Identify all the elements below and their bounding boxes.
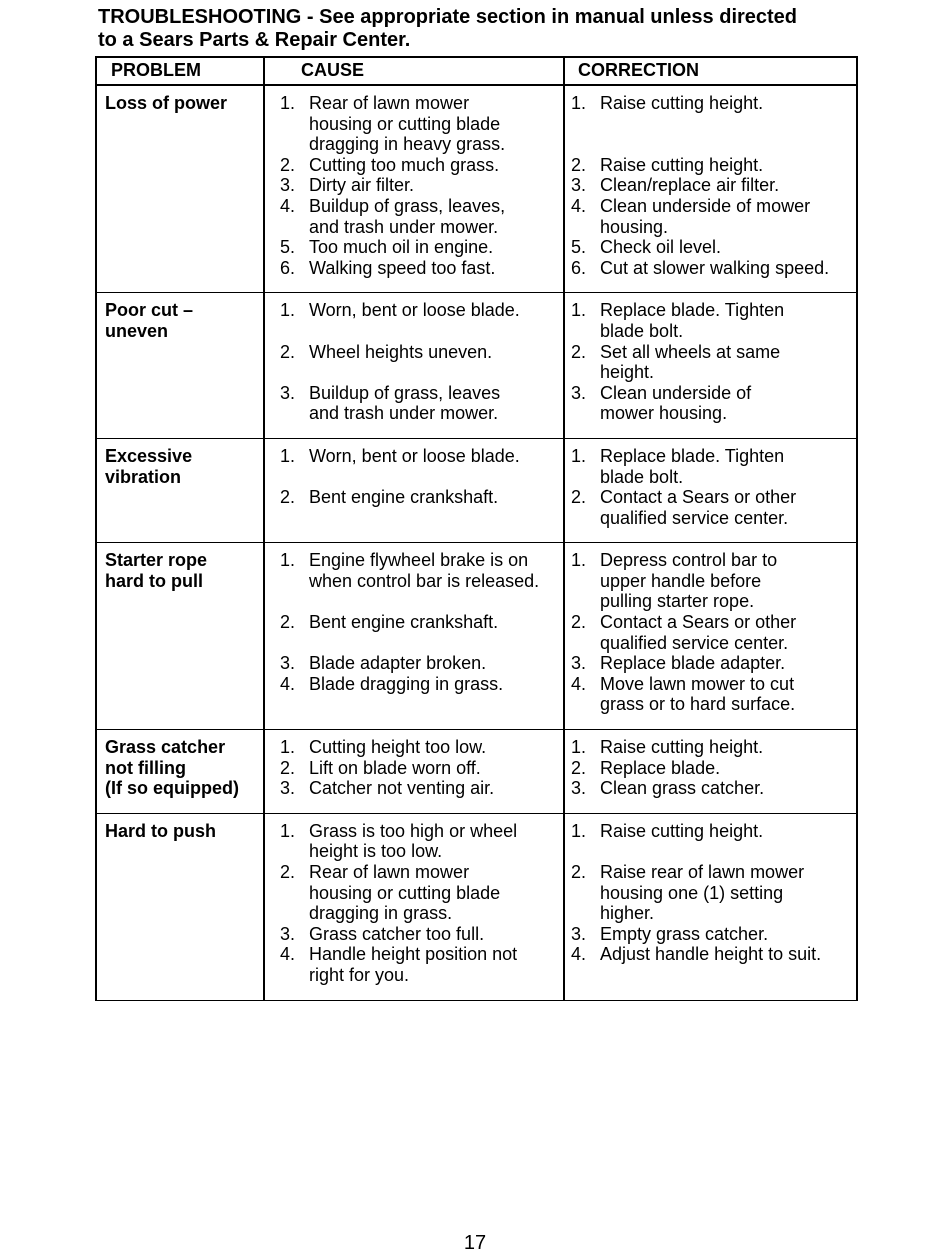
correction-item — [565, 944, 856, 965]
item-line: Dirty air filter. — [309, 175, 415, 196]
item-line: housing or cutting blade — [309, 882, 501, 903]
item-number: 2. — [570, 862, 586, 882]
problem-cell — [96, 438, 264, 542]
item-line — [309, 467, 563, 488]
item-text — [295, 737, 563, 758]
cause-item — [265, 924, 563, 945]
cause-item — [265, 821, 563, 862]
item-line: Too much oil in engine. — [309, 237, 494, 258]
header-cause: CAUSE — [264, 57, 564, 85]
item-number: 1. — [279, 737, 295, 758]
problem-text: Grass catcher — [105, 737, 226, 758]
item-number: 5. — [570, 237, 586, 258]
correction-item — [565, 487, 856, 528]
correction-item — [565, 653, 856, 674]
correction-item — [565, 196, 856, 237]
problem-cell — [96, 730, 264, 814]
problem-text: vibration — [105, 466, 182, 487]
item-text — [295, 758, 563, 779]
item-number: 4. — [279, 195, 295, 216]
item-line: Rear of lawn mower — [309, 93, 470, 113]
item-text — [295, 175, 563, 196]
page-title — [98, 6, 898, 52]
item-text — [295, 300, 563, 341]
cause-cell — [264, 730, 564, 814]
correction-cell — [564, 813, 857, 1000]
problem-cell — [96, 85, 264, 293]
item-line: Handle height position not — [309, 944, 518, 965]
page-number: 17 — [463, 1232, 487, 1254]
item-line: housing one (1) setting — [600, 882, 784, 903]
item-number: 2. — [570, 612, 586, 633]
item-number: 3. — [570, 653, 586, 674]
cause-item — [265, 342, 563, 383]
item-number: 5. — [279, 237, 295, 258]
item-line — [600, 114, 856, 135]
item-number: 2. — [570, 487, 586, 508]
item-line: Replace blade. Tighten — [600, 300, 785, 321]
item-line: mower housing. — [600, 403, 728, 424]
item-text — [295, 155, 563, 176]
problem-text: (If so equipped) — [105, 778, 239, 799]
item-number: 6. — [570, 257, 586, 278]
item-text — [295, 237, 563, 258]
item-number: 2. — [570, 154, 586, 175]
item-text — [295, 487, 563, 508]
item-text — [295, 674, 563, 695]
problem-cell — [96, 543, 264, 730]
item-line: Contact a Sears or other — [600, 612, 797, 633]
item-line: blade bolt. — [600, 466, 684, 487]
item-line: Contact a Sears or other — [600, 487, 797, 508]
item-text — [586, 674, 856, 715]
cause-item — [265, 237, 563, 258]
item-number: 1. — [570, 93, 586, 113]
item-number: 2. — [570, 341, 586, 362]
item-number: 6. — [279, 257, 295, 278]
item-number: 3. — [279, 923, 295, 944]
item-text — [586, 862, 856, 924]
cause-item — [265, 550, 563, 612]
item-text — [586, 155, 856, 176]
item-text — [586, 383, 856, 424]
item-line: Raise rear of lawn mower — [600, 862, 805, 882]
item-line: dragging in heavy grass. — [309, 134, 506, 155]
item-line — [600, 134, 856, 155]
item-number: 2. — [279, 862, 295, 882]
item-number: 1. — [570, 445, 586, 466]
item-line: Wheel heights uneven. — [309, 341, 493, 362]
item-number: 1. — [570, 550, 586, 571]
cause-item — [265, 155, 563, 176]
item-text — [295, 924, 563, 945]
item-line: and trash under mower. — [309, 403, 499, 424]
item-line — [309, 633, 563, 654]
item-line: qualified service center. — [600, 507, 789, 528]
item-number: 1. — [279, 445, 295, 466]
item-line: housing or cutting blade — [309, 113, 501, 134]
item-text — [586, 758, 856, 779]
cause-item — [265, 612, 563, 653]
item-number: 4. — [279, 673, 295, 694]
cause-item — [265, 737, 563, 758]
item-number: 3. — [279, 382, 295, 403]
correction-item — [565, 550, 856, 612]
item-line: Blade dragging in grass. — [309, 673, 504, 694]
item-text — [295, 821, 563, 862]
table-row — [96, 438, 857, 542]
item-text — [295, 862, 563, 924]
item-number: 3. — [570, 923, 586, 944]
item-line: height is too low. — [309, 841, 443, 862]
item-text — [295, 653, 563, 674]
item-number: 2. — [279, 154, 295, 175]
correction-item — [565, 924, 856, 945]
correction-item — [565, 300, 856, 341]
cause-item — [265, 944, 563, 985]
item-text — [586, 944, 856, 965]
item-line: Set all wheels at same — [600, 341, 781, 362]
cause-cell — [264, 813, 564, 1000]
correction-item — [565, 155, 856, 176]
item-number: 1. — [570, 300, 586, 321]
item-line: Worn, bent or loose blade. — [309, 300, 520, 321]
item-number: 1. — [279, 820, 295, 841]
cause-item — [265, 862, 563, 924]
correction-cell — [564, 293, 857, 439]
item-number: 1. — [279, 300, 295, 321]
item-number: 3. — [570, 175, 586, 196]
item-text — [586, 612, 856, 653]
correction-item — [565, 237, 856, 258]
item-line: Buildup of grass, leaves — [309, 382, 501, 403]
problem-text: Excessive — [105, 445, 193, 466]
item-line: blade bolt. — [600, 320, 684, 341]
item-line: Cut at slower walking speed. — [600, 257, 830, 278]
item-text — [586, 778, 856, 799]
item-text — [586, 821, 856, 862]
correction-item — [565, 821, 856, 862]
cause-item — [265, 175, 563, 196]
correction-item — [565, 737, 856, 758]
correction-cell — [564, 85, 857, 293]
item-line: grass or to hard surface. — [600, 694, 796, 715]
item-line: Adjust handle height to suit. — [600, 944, 822, 965]
item-line: housing. — [600, 216, 669, 237]
item-text — [586, 300, 856, 341]
correction-item — [565, 778, 856, 799]
item-text — [586, 653, 856, 674]
item-line — [600, 841, 856, 862]
item-text — [586, 924, 856, 945]
correction-item — [565, 674, 856, 715]
problem-text: not filling — [105, 757, 186, 778]
item-number: 4. — [279, 944, 295, 965]
title-line-1: TROUBLESHOOTING - See appropriate section in manual unless directed — [98, 6, 798, 28]
item-line: higher. — [600, 903, 655, 924]
item-text — [586, 258, 856, 279]
cause-cell — [264, 438, 564, 542]
item-text — [295, 612, 563, 653]
cause-cell — [264, 85, 564, 293]
cause-item — [265, 93, 563, 155]
item-line: dragging in grass. — [309, 903, 453, 924]
item-line: Clean underside of mower — [600, 195, 811, 216]
item-line: Raise cutting height. — [600, 737, 764, 758]
item-line: Clean underside of — [600, 382, 752, 403]
item-number: 1. — [279, 93, 295, 113]
correction-item — [565, 758, 856, 779]
header-correction: CORRECTION — [564, 57, 857, 85]
item-text — [295, 93, 563, 155]
table-row — [96, 543, 857, 730]
cause-item — [265, 778, 563, 799]
table-row — [96, 730, 857, 814]
item-text — [295, 944, 563, 985]
item-number: 1. — [570, 737, 586, 758]
problem-cell — [96, 293, 264, 439]
item-line: Rear of lawn mower — [309, 862, 470, 882]
item-line: upper handle before — [600, 570, 762, 591]
correction-item — [565, 93, 856, 155]
item-line: Engine flywheel brake is on — [309, 550, 529, 571]
item-number: 1. — [570, 820, 586, 841]
item-line: Bent engine crankshaft. — [309, 487, 499, 508]
item-number: 3. — [279, 653, 295, 674]
correction-cell — [564, 730, 857, 814]
item-text — [586, 550, 856, 612]
item-text — [295, 258, 563, 279]
item-text — [295, 778, 563, 799]
item-number: 2. — [279, 487, 295, 508]
cause-item — [265, 196, 563, 237]
correction-cell — [564, 438, 857, 542]
cause-item — [265, 674, 563, 695]
item-line: Catcher not venting air. — [309, 778, 495, 799]
table-row — [96, 85, 857, 293]
problem-text: Hard to push — [105, 820, 216, 841]
cause-cell — [264, 543, 564, 730]
item-text — [586, 175, 856, 196]
item-number: 4. — [570, 673, 586, 694]
item-number: 2. — [279, 612, 295, 633]
item-text — [295, 342, 563, 383]
cause-item — [265, 758, 563, 779]
item-text — [586, 487, 856, 528]
table-row — [96, 293, 857, 439]
item-line: Cutting height too low. — [309, 737, 487, 758]
item-line: Worn, bent or loose blade. — [309, 445, 520, 466]
item-text — [295, 446, 563, 487]
cause-item — [265, 446, 563, 487]
item-line: and trash under mower. — [309, 216, 499, 237]
item-number: 3. — [570, 778, 586, 799]
problem-text: Loss of power — [105, 93, 228, 113]
problem-text: Poor cut – — [105, 300, 194, 321]
correction-item — [565, 612, 856, 653]
correction-item — [565, 862, 856, 924]
item-line: Bent engine crankshaft. — [309, 612, 499, 633]
item-number: 2. — [279, 757, 295, 778]
correction-cell — [564, 543, 857, 730]
correction-item — [565, 383, 856, 424]
item-text — [295, 196, 563, 237]
item-line: Move lawn mower to cut — [600, 673, 795, 694]
problem-text: Starter rope — [105, 550, 208, 571]
item-text — [586, 237, 856, 258]
problem-text: uneven — [105, 320, 169, 341]
item-line: when control bar is released. — [309, 570, 540, 591]
item-text — [586, 342, 856, 383]
item-line: Grass is too high or wheel — [309, 820, 518, 841]
item-line: Depress control bar to — [600, 550, 778, 571]
problem-cell — [96, 813, 264, 1000]
item-text — [586, 93, 856, 155]
item-line: Blade adapter broken. — [309, 653, 487, 674]
item-number: 3. — [279, 778, 295, 799]
item-text — [295, 550, 563, 612]
item-line: Check oil level. — [600, 237, 722, 258]
item-line: Replace blade adapter. — [600, 653, 786, 674]
item-number: 4. — [570, 195, 586, 216]
item-line — [309, 321, 563, 342]
item-line: Raise cutting height. — [600, 154, 764, 175]
item-line: Raise cutting height. — [600, 820, 764, 841]
cause-item — [265, 383, 563, 424]
item-number: 3. — [570, 382, 586, 403]
cause-cell — [264, 293, 564, 439]
item-line: Walking speed too fast. — [309, 257, 496, 278]
item-text — [586, 737, 856, 758]
table-row — [96, 813, 857, 1000]
item-text — [586, 196, 856, 237]
item-line: Empty grass catcher. — [600, 923, 769, 944]
item-number: 2. — [279, 341, 295, 362]
header-problem: PROBLEM — [96, 57, 264, 85]
item-text — [586, 446, 856, 487]
item-line — [309, 362, 563, 383]
item-line: height. — [600, 362, 655, 383]
correction-item — [565, 446, 856, 487]
title-line-2: to a Sears Parts & Repair Center. — [98, 29, 411, 51]
cause-item — [265, 300, 563, 341]
item-line: Clean grass catcher. — [600, 778, 765, 799]
correction-item — [565, 175, 856, 196]
table-body — [96, 85, 857, 1000]
item-number: 1. — [279, 550, 295, 571]
item-line: Replace blade. — [600, 757, 721, 778]
table-header-row — [96, 57, 857, 85]
problem-text: hard to pull — [105, 570, 203, 591]
item-line: Grass catcher too full. — [309, 923, 485, 944]
correction-item — [565, 258, 856, 279]
item-line: Replace blade. Tighten — [600, 445, 785, 466]
item-line: qualified service center. — [600, 632, 789, 653]
item-line: Cutting too much grass. — [309, 154, 500, 175]
troubleshooting-table — [95, 56, 858, 1001]
cause-item — [265, 487, 563, 508]
item-line: Clean/replace air filter. — [600, 175, 780, 196]
item-line: right for you. — [309, 964, 410, 985]
item-number: 4. — [570, 944, 586, 965]
item-line: Raise cutting height. — [600, 93, 764, 113]
item-line — [309, 591, 563, 612]
correction-item — [565, 342, 856, 383]
item-number: 3. — [279, 175, 295, 196]
item-number: 2. — [570, 757, 586, 778]
item-line: pulling starter rope. — [600, 591, 755, 612]
item-line: Lift on blade worn off. — [309, 757, 481, 778]
item-line: Buildup of grass, leaves, — [309, 195, 506, 216]
cause-item — [265, 258, 563, 279]
cause-item — [265, 653, 563, 674]
item-text — [295, 383, 563, 424]
